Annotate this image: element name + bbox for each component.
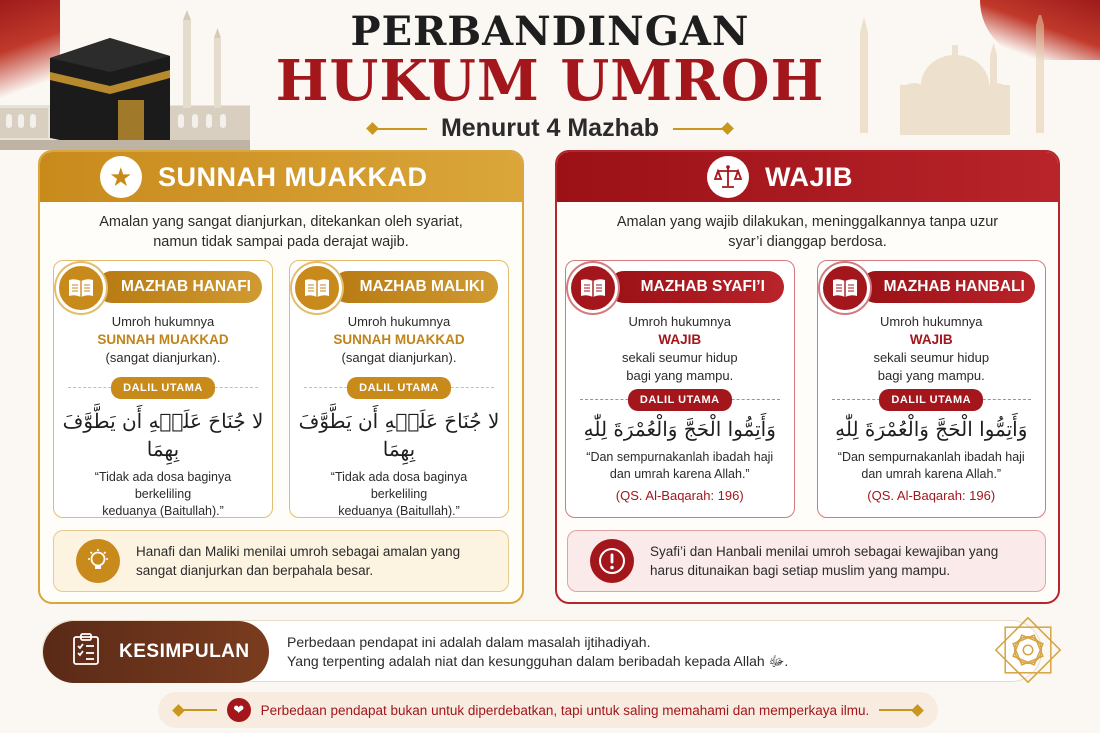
sunnah-panel-header [40,152,522,202]
card-title: MAZHAB HANBALI [860,271,1036,303]
card-line-3: sekali seumur hidup [621,350,738,365]
card-mazhab-syafii [565,260,795,518]
sunnah-description-line-1: Amalan yang sangat dianjurkan, ditekankan oleh syariat, [99,214,463,230]
sunnah-description-line-2: namun tidak sampai pada derajat wajib. [153,234,409,250]
translation-line-2: keduanya (Baitullah).” [102,504,224,518]
arabic-verse: لا جُنَاحَ عَلَيۡهِ أَن يَطَّوَّفَ بِهِمَا [62,409,264,461]
card-mazhab-maliki [289,260,509,518]
exclamation-icon [590,539,634,583]
card-line-1: Umroh hukumnya [879,314,983,329]
verse-reference: (QS. Al-Baqarah: 196) [867,488,996,503]
card-line-1: Umroh hukumnya [347,314,451,329]
wajib-description [608,212,1008,252]
card-title: MAZHAB SYAFI’I [608,271,784,303]
conclusion-label: KESIMPULAN [119,641,250,662]
verse-translation [68,469,258,520]
conclusion-bar [42,620,1042,682]
title-line-2: HUKUM UMROH [275,48,825,114]
title-line-1: PERBANDINGAN [350,8,750,55]
card-title: MAZHAB MALIKI [332,271,498,303]
wajib-panel-header [557,152,1058,202]
verse-translation [580,449,780,483]
card-mazhab-hanafi [53,260,273,518]
subtitle-row [0,114,1100,143]
translation-line-2: keduanya (Baitullah).” [338,504,460,518]
translation-line-2: dan umrah karena Allah.” [609,467,750,481]
sunnah-note-line-2: sangat dianjurkan dan berpahala besar. [136,563,374,578]
conclusion-label-pill [43,621,269,683]
subtitle: Menurut 4 Mazhab [440,114,660,142]
translation-line-1: “Dan sempurnakanlah ibadah haji [586,450,774,464]
sunnah-note [53,530,509,592]
geometric-rosette-ornament [990,612,1066,688]
conclusion-line-1: Perbedaan pendapat ini adalah dalam masalah ijtihadiyah. [287,634,651,650]
wajib-note-line-1: Syafi’i dan Hanbali menilai umroh sebagai kewajiban yang [650,544,999,559]
translation-line-1: “Dan sempurnakanlah ibadah haji [837,450,1025,464]
lightbulb-icon [76,539,120,583]
card-line-3: (sangat dianjurkan). [105,350,221,365]
translation-line-1: “Tidak ada dosa baginya berkeliling [330,470,468,501]
arabic-verse: وَأَتِمُّوا الْحَجَّ وَالْعُمْرَةَ لِلّٰهِ [583,417,776,441]
book-icon [820,263,870,313]
ornament-right [673,124,732,133]
book-icon [56,263,106,313]
sunnah-muakkad-panel [38,150,524,604]
sunnah-cards [53,260,509,518]
ornament-right [879,706,922,715]
conclusion-line-2: Yang terpenting adalah niat dan kesungguhan dalam beribadah kepada Allah ﷻ. [287,653,789,669]
arabic-verse: لا جُنَاحَ عَلَيۡهِ أَن يَطَّوَّفَ بِهِمَا [298,409,500,461]
verse-reference: (QS. Al-Baqarah: 196) [615,488,744,503]
heart-icon: ❤ [227,698,251,722]
book-icon [292,263,342,313]
card-line-3: sekali seumur hidup [873,350,990,365]
arabic-verse: وَأَتِمُّوا الْحَجَّ وَالْعُمْرَةَ لِلّٰهِ [835,417,1028,441]
book-icon [568,263,618,313]
ruling-highlight: WAJIB [658,332,702,347]
card-line-4: bagi yang mampu. [626,368,734,383]
card-line-1: Umroh hukumnya [628,314,732,329]
sunnah-description [81,212,481,252]
verse-translation [832,449,1032,483]
wajib-cards [565,260,1046,518]
wajib-panel [555,150,1060,604]
clipboard-icon [71,632,101,672]
star-icon: ★ [100,156,142,198]
dalil-badge: DALIL UTAMA [111,377,215,399]
translation-line-1: “Tidak ada dosa baginya berkeliling [94,470,232,501]
sunnah-panel-title: SUNNAH MUAKKAD [158,161,428,192]
footer-text: Perbedaan pendapat bukan untuk diperdebatkan, tapi untuk saling memahami dan memperkaya ilmu. [260,702,870,718]
sunnah-note-line-1: Hanafi dan Maliki menilai umroh sebagai amalan yang [136,544,461,559]
ornament-left [368,124,427,133]
wajib-note [567,530,1046,592]
translation-line-2: dan umrah karena Allah.” [861,467,1002,481]
dalil-badge: DALIL UTAMA [628,389,732,411]
card-line-4: bagi yang mampu. [877,368,985,383]
wajib-panel-title: WAJIB [765,161,854,192]
dalil-badge: DALIL UTAMA [879,389,983,411]
ruling-highlight: SUNNAH MUAKKAD [97,332,229,347]
card-line-3: (sangat dianjurkan). [341,350,457,365]
wajib-description-line-2: syar’i dianggap berdosa. [728,234,887,250]
card-mazhab-hanbali [817,260,1047,518]
ruling-highlight: WAJIB [909,332,953,347]
footer-banner [158,692,938,728]
verse-translation [304,469,494,520]
card-title: MAZHAB HANAFI [96,271,262,303]
wajib-description-line-1: Amalan yang wajib dilakukan, meninggalkannya tanpa uzur [616,214,999,230]
dalil-badge: DALIL UTAMA [347,377,451,399]
wajib-note-line-2: harus ditunaikan bagi setiap muslim yang mampu. [650,563,951,578]
ruling-highlight: SUNNAH MUAKKAD [333,332,465,347]
conclusion-text [287,633,788,671]
scales-icon [707,156,749,198]
card-line-1: Umroh hukumnya [111,314,215,329]
ornament-left [174,706,217,715]
